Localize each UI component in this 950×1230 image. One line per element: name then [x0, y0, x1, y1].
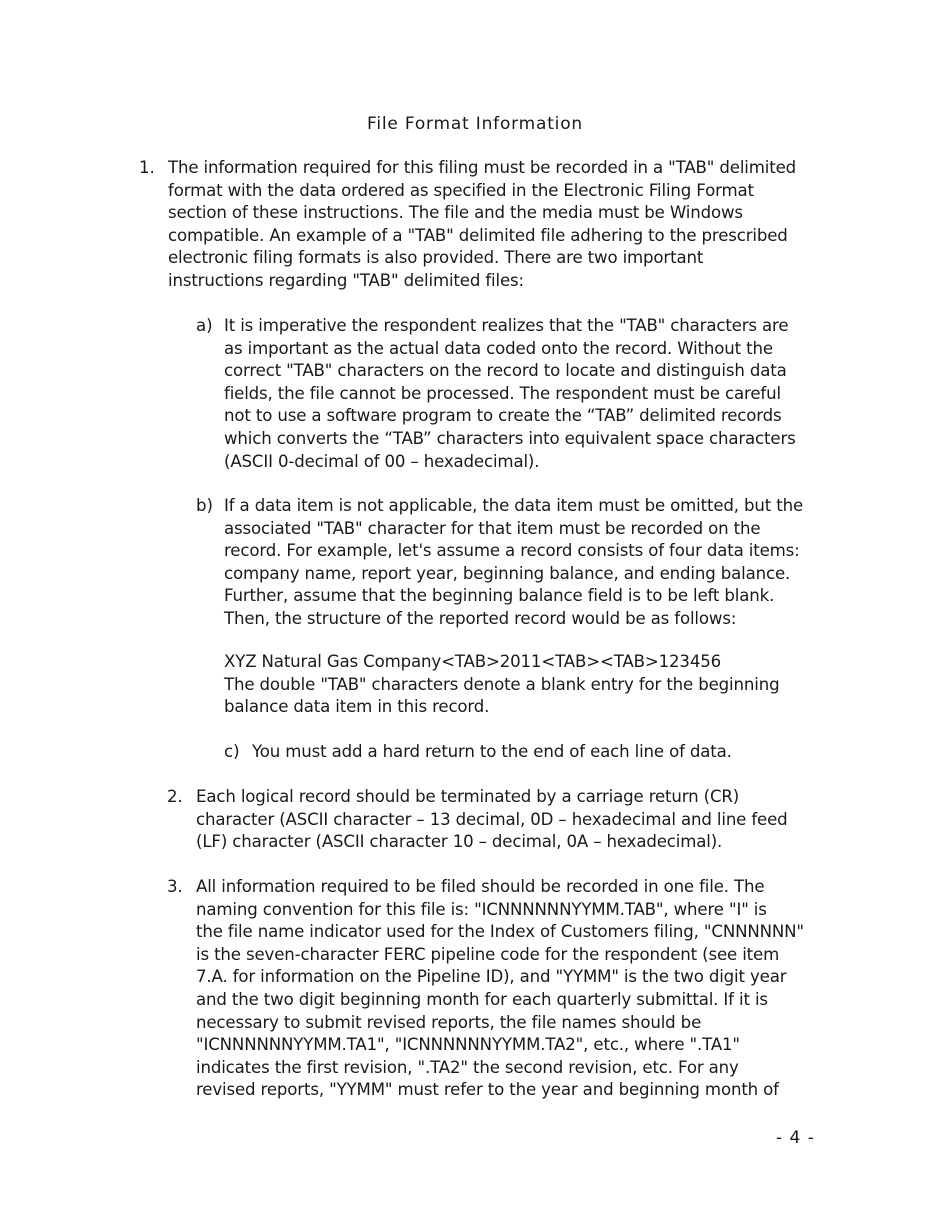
page-title: File Format Information	[367, 114, 583, 134]
text-line: (LF) character (ASCII character 10 – decimal, 0A – hexadecimal).	[196, 832, 723, 852]
text-line: All information required to be filed should be recorded in one file. The	[196, 877, 765, 896]
text-line: revised reports, "YYMM" must refer to the year and beginning month of	[196, 1080, 779, 1100]
text-line: section of these instructions. The file and the media must be Windows	[168, 203, 743, 223]
example-record-line: XYZ Natural Gas Company<TAB>2011<TAB><TAB>123456	[224, 652, 722, 671]
subitem-a-text	[224, 315, 796, 473]
text-line: associated "TAB" character for that item must be recorded on the	[224, 518, 761, 538]
subitem-b-example	[224, 651, 779, 719]
text-line: (ASCII 0-decimal of 00 – hexadecimal).	[224, 451, 540, 471]
text-line: is the seven-character FERC pipeline code for the respondent (see item	[196, 944, 780, 964]
page-number: - 4 -	[776, 1128, 815, 1148]
item-1-marker: 1.	[139, 158, 155, 177]
text-line: fields, the file cannot be processed. The respondent must be careful	[224, 383, 781, 403]
item-3-marker: 3.	[167, 877, 183, 896]
text-line: Then, the structure of the reported record would be as follows:	[224, 608, 737, 628]
text-line: indicates the first revision, ".TA2" the second revision, etc. For any	[196, 1057, 739, 1077]
item-2-text	[196, 786, 788, 854]
item-3-text	[196, 876, 804, 1102]
text-line: compatible. An example of a "TAB" delimited file adhering to the prescribed	[168, 225, 788, 245]
text-line: balance data item in this record.	[224, 697, 490, 717]
text-line: Each logical record should be terminated by a carriage return (CR)	[196, 787, 740, 806]
text-line: which converts the “TAB” characters into equivalent space characters	[224, 428, 796, 448]
subitem-a-marker: a)	[196, 316, 213, 335]
subitem-c-marker: c)	[224, 742, 240, 761]
text-line: the file name indicator used for the Index of Customers filing, "CNNNNNN"	[196, 922, 804, 942]
text-line: The double "TAB" characters denote a blank entry for the beginning	[224, 674, 780, 694]
item-2-marker: 2.	[167, 787, 183, 806]
subitem-b-marker: b)	[196, 496, 214, 515]
subitem-c-text	[252, 741, 732, 764]
text-line: company name, report year, beginning balance, and ending balance.	[224, 563, 791, 583]
text-line: record. For example, let's assume a record consists of four data items:	[224, 541, 800, 561]
item-1-text	[168, 157, 796, 293]
text-line: necessary to submit revised reports, the file names should be	[196, 1012, 702, 1032]
text-line: 7.A. for information on the Pipeline ID), and "YYMM" is the two digit year	[196, 967, 787, 987]
text-line: not to use a software program to create the “TAB” delimited records	[224, 406, 782, 426]
text-line: instructions regarding "TAB" delimited files:	[168, 270, 524, 290]
text-line: The information required for this filing must be recorded in a "TAB" delimited	[168, 158, 797, 177]
text-line: naming convention for this file is: "ICNNNNNNYYMM.TAB", where "I" is	[196, 899, 767, 919]
text-line: correct "TAB" characters on the record to locate and distinguish data	[224, 361, 787, 381]
text-line: and the two digit beginning month for each quarterly submittal. If it is	[196, 989, 768, 1009]
text-line: as important as the actual data coded onto the record. Without the	[224, 338, 773, 358]
text-line: It is imperative the respondent realizes that the "TAB" characters are	[224, 316, 789, 335]
text-line: format with the data ordered as specified in the Electronic Filing Format	[168, 180, 754, 200]
text-line: "ICNNNNNNYYMM.TA1", "ICNNNNNNYYMM.TA2", etc., where ".TA1"	[196, 1035, 740, 1055]
text-line: electronic filing formats is also provided. There are two important	[168, 248, 704, 268]
text-line: Further, assume that the beginning balance field is to be left blank.	[224, 586, 775, 606]
text-line: character (ASCII character – 13 decimal, 0D – hexadecimal and line feed	[196, 809, 788, 829]
subitem-b-text	[224, 495, 803, 631]
text-line: If a data item is not applicable, the data item must be omitted, but the	[224, 496, 804, 515]
text-line: You must add a hard return to the end of each line of data.	[252, 742, 732, 761]
